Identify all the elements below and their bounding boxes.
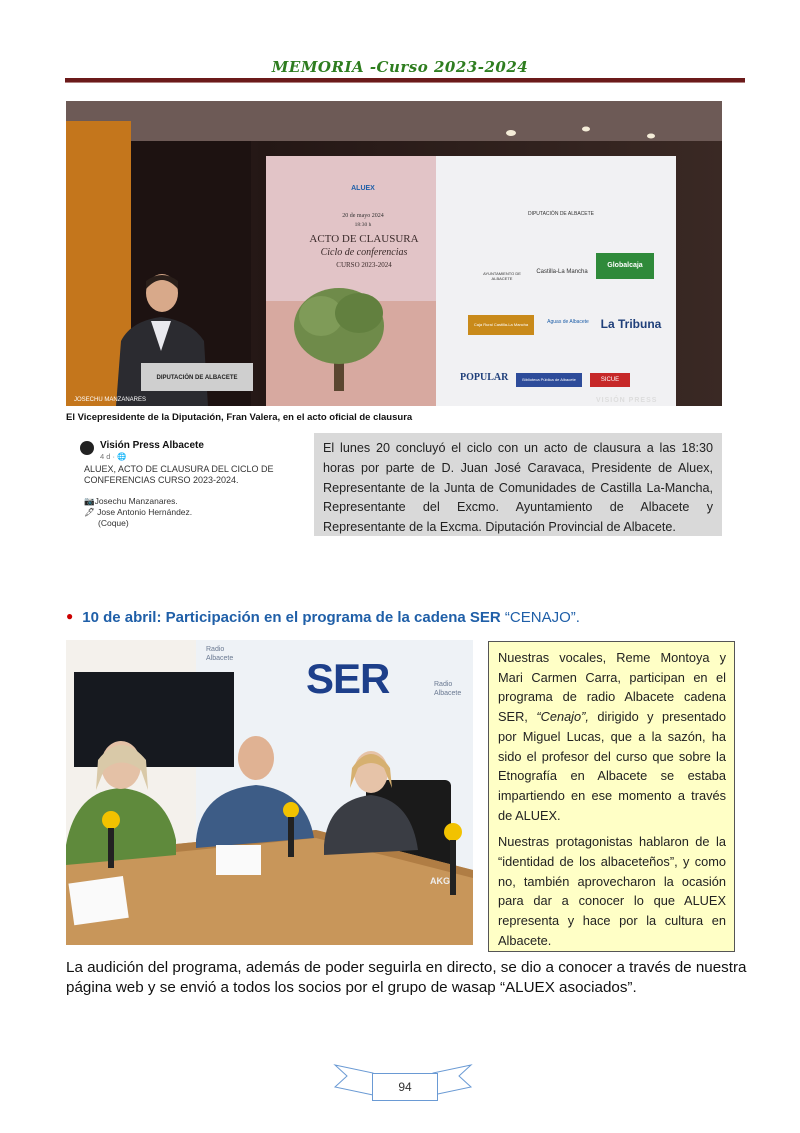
- post-text: ALUEX, ACTO DE CLAUSURA DEL CICLO DE CONFERENCIAS CURSO 2023-2024.: [84, 464, 274, 485]
- radio-studio-photo: [66, 640, 473, 945]
- photographer-credit: JOSECHU MANZANARES: [74, 397, 147, 403]
- account-name: Visión Press Albacete: [100, 440, 204, 451]
- backdrop-line: Albacete: [206, 655, 234, 662]
- backdrop-label: [206, 645, 233, 663]
- page-number: 94: [372, 1073, 438, 1101]
- closing-ceremony-photo: [66, 101, 722, 406]
- post-credit-alias: (Coque): [98, 518, 129, 528]
- section-heading-date: 10 de abril: Participación en el programa de la cadena SER: [82, 609, 501, 626]
- ser-logo: SER: [306, 655, 390, 702]
- bullet-icon: ●: [66, 609, 74, 623]
- description-paragraph-1: [498, 648, 726, 825]
- watermark: VISIÓN PRESS: [596, 397, 658, 404]
- social-post-card: [66, 434, 306, 542]
- sponsor-logo: Castilla-La Mancha: [536, 269, 588, 275]
- backdrop-line: Radio: [434, 681, 453, 688]
- radio-program-description: [488, 641, 735, 952]
- screen-diputacion-logo: DIPUTACIÓN DE ALBACETE: [527, 211, 595, 217]
- page-header-title: MEMORIA -Curso 2023-2024: [271, 58, 529, 76]
- closing-summary-box: [314, 433, 722, 536]
- backdrop-line: Albacete: [434, 690, 462, 697]
- sponsor-logo: La Tribuna: [600, 317, 662, 331]
- description-text: Nuestras vocales, Reme Montoya y Mari Carmen Carra, participan en el programa de radio Albacete cadena SER,: [498, 650, 726, 725]
- screen-title: ACTO DE CLAUSURA: [309, 233, 419, 245]
- post-credit-text: 🖋 Jose Antonio Hernández.: [84, 507, 193, 517]
- screen-course: CURSO 2023-2024: [336, 261, 392, 269]
- program-name-emphasis: “Cenajo”,: [536, 709, 589, 725]
- sponsor-logo: POPULAR: [460, 372, 509, 383]
- sponsor-logo: SICUE: [590, 373, 630, 387]
- podium-label: DIPUTACIÓN DE ALBACETE: [156, 375, 238, 381]
- backdrop-label: [434, 680, 461, 698]
- screen-subtitle: Ciclo de conferencias: [320, 247, 408, 258]
- photo-caption: El Vicepresidente de la Diputación, Fran Valera, en el acto oficial de clausura: [66, 412, 413, 423]
- section-heading-program: “CENAJO”.: [504, 609, 580, 626]
- header-divider: [65, 78, 745, 83]
- closing-summary-text: El lunes 20 concluyó el ciclo con un acto de clausura a las 18:30 horas por parte de D. Juan José Caravaca, Presidente de Aluex, Representante de la Junta de Comunidades de Castilla La-Mancha, Representante del Excmo. Ayuntamiento de Albacete y Representante de la Excma. Diputación Provincial de Albacete.: [323, 441, 713, 535]
- sponsor-logo: Aguas de Albacete: [547, 319, 589, 325]
- post-time: 4 d · 🌐: [100, 452, 127, 461]
- account-avatar: [80, 441, 94, 455]
- description-paragraph-2: Nuestras protagonistas hablaron de la “identidad de los albaceteños”, y como no, también aprovecharon la ocasión para dar a conocer lo que ALUEX representa y hace por la cultura en Albacete.: [498, 834, 726, 948]
- sponsor-logo: Caja Rural Castilla-La Mancha: [468, 315, 534, 335]
- screen-aluex-logo: ALUEX: [351, 185, 375, 192]
- mic-brand-label: AKG: [430, 876, 450, 886]
- section-heading: [66, 609, 580, 626]
- post-credit-photo: 📷Josechu Manzanares.: [84, 496, 178, 506]
- description-text: dirigido y presentado por Miguel Lucas, que a la sazón, ha sido el profesor del curso que sobre la Etnografía en Albacete se estaba impartiendo en ese momento a través de ALUEX.: [498, 709, 726, 823]
- backdrop-line: Radio: [206, 646, 225, 653]
- sponsor-logo: AYUNTAMIENTO DE ALBACETE: [483, 271, 521, 281]
- sponsor-logo: Biblioteca Pública de Albacete: [516, 373, 582, 387]
- sponsor-logo: Globalcaja: [596, 253, 654, 279]
- screen-time: 18:30 h: [354, 222, 372, 228]
- screen-date: 20 de mayo 2024: [342, 213, 384, 219]
- body-paragraph: La audición del programa, además de poder seguirla en directo, se dio a conocer a través de nuestra página web y se envió a todos los socios por el grupo de wasap “ALUEX asociados”.: [66, 959, 747, 996]
